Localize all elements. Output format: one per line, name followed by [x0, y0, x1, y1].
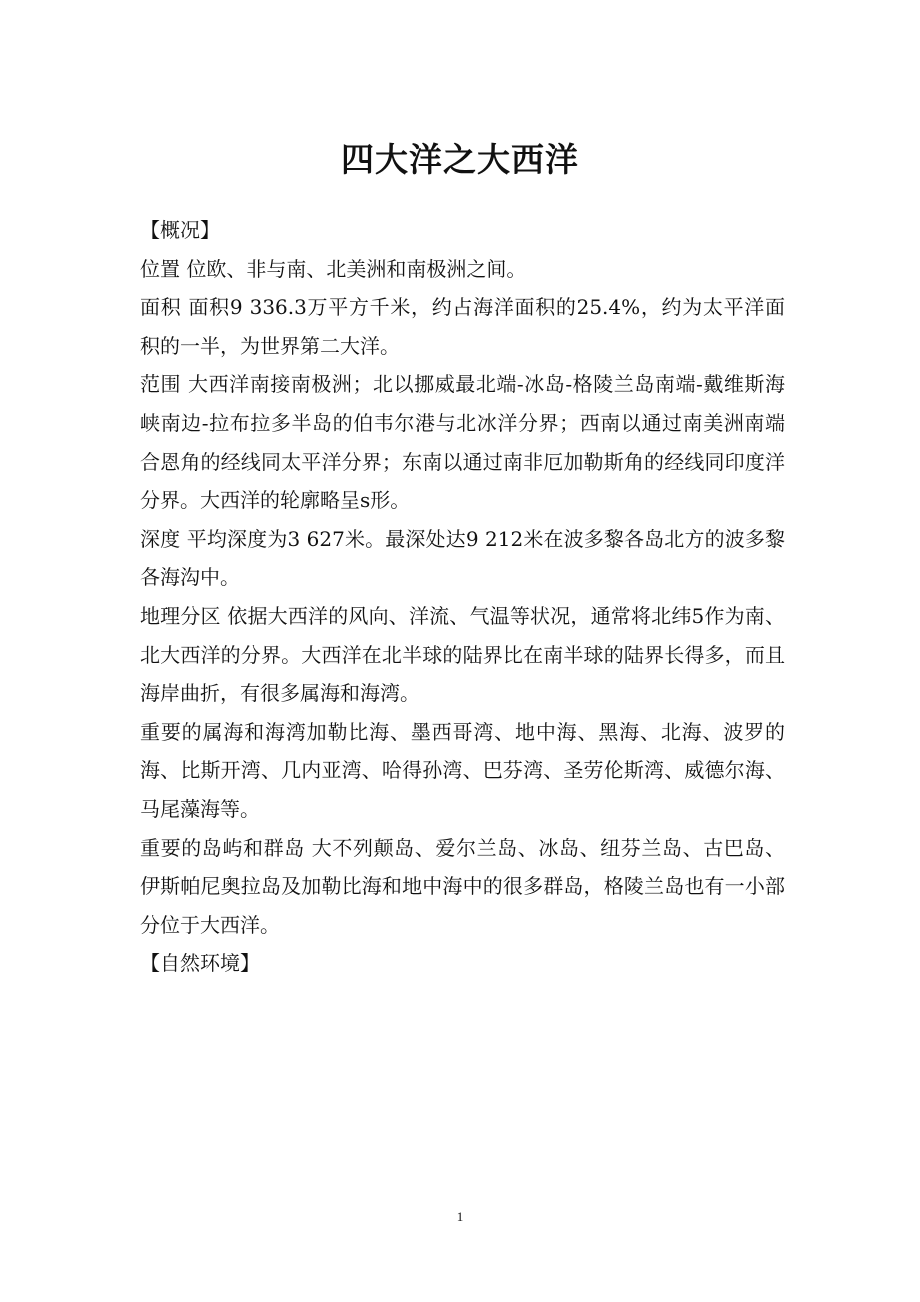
document-title: 四大洋之大西洋 [341, 140, 579, 180]
paragraph-range: 范围 大西洋南接南极洲；北以挪威最北端-冰岛-格陵兰岛南端-戴维斯海峡南边-拉布拉多半岛的伯韦尔港与北冰洋分界；西南以通过南美洲南端合恩角的经线同太平洋分界；东南以通过南非厄加勒斯角的经线同印度洋分界。大西洋的轮廓略呈s形。 [140, 372, 785, 513]
paragraph-depth: 深度 平均深度为3 627米。最深处达9 212米在波多黎各岛北方的波多黎各海沟中。 [140, 526, 785, 590]
section-heading-natural-environment: 【自然环境】 [140, 951, 260, 976]
paragraph-seas-and-bays: 重要的属海和海湾加勒比海、墨西哥湾、地中海、黑海、北海、波罗的海、比斯开湾、几内亚湾、哈得孙湾、巴芬湾、圣劳伦斯湾、威德尔海、马尾藻海等。 [140, 719, 785, 821]
section-heading-overview: 【概况】 [140, 218, 220, 242]
paragraph-geographic-division: 地理分区 依据大西洋的风向、洋流、气温等状况，通常将北纬5作为南、北大西洋的分界。大西洋在北半球的陆界比在南半球的陆界长得多，而且海岸曲折，有很多属海和海湾。 [140, 603, 785, 706]
page-number: 1 [456, 1209, 464, 1224]
document-body [140, 211, 785, 983]
paragraph-islands: 重要的岛屿和群岛 大不列颠岛、爱尔兰岛、冰岛、纽芬兰岛、古巴岛、伊斯帕尼奥拉岛及加勒比海和地中海中的很多群岛，格陵兰岛也有一小部分位于大西洋。 [140, 835, 785, 937]
paragraph-location: 位置 位欧、非与南、北美洲和南极洲之间。 [140, 256, 527, 281]
paragraph-area: 面积 面积9 336.3万平方千米，约占海洋面积的25.4%，约为太平洋面积的一半，为世界第二大洋。 [140, 295, 785, 358]
